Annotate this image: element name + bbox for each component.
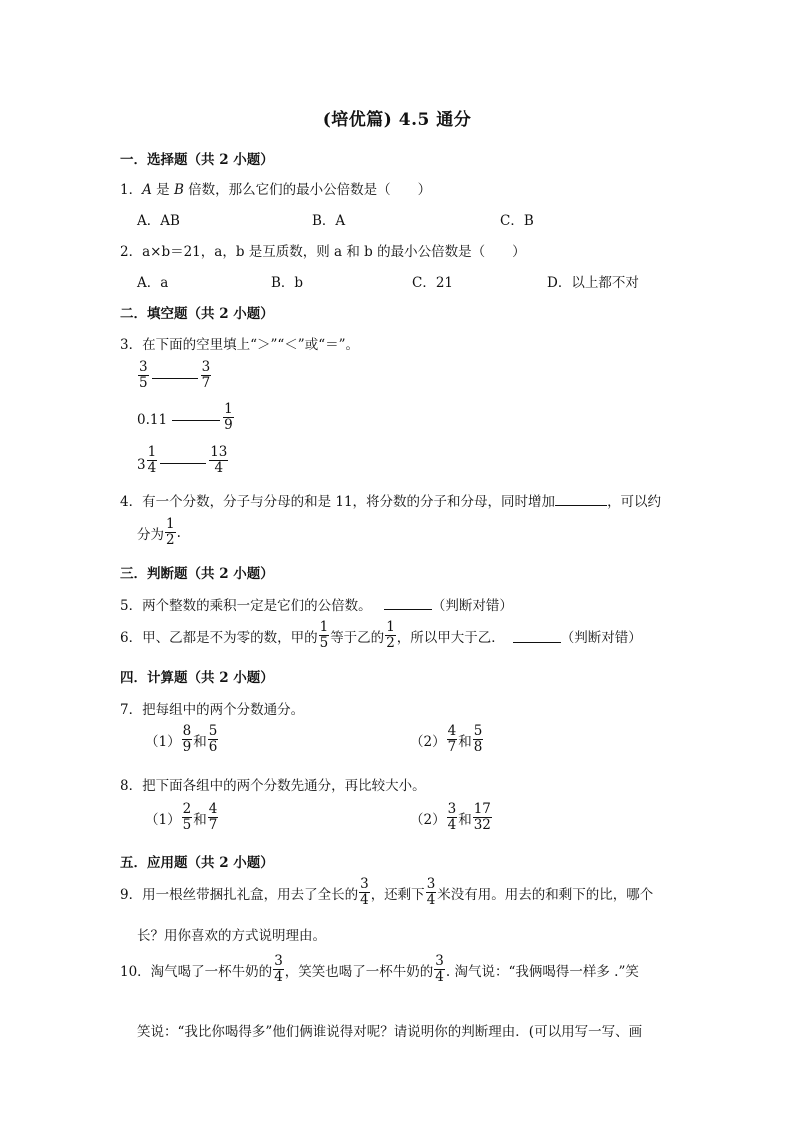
fraction: $\frac{8}{9}$: [182, 723, 192, 755]
section-heading-choice: 一．选择题（共 2 小题）: [120, 152, 274, 168]
question-10-line-1: 10．淘气喝了一杯牛奶的 $\frac{3}{4}$ ，笑笑也喝了一杯牛奶的 $\frac{3}{4}$ . 淘气说：“我俩喝得一样多 .”笑: [120, 953, 639, 985]
q2-option-c[interactable]: C．21: [412, 275, 454, 291]
fraction: $\frac{1}{4}$: [147, 444, 157, 476]
section-heading-fill: 二．填空题（共 2 小题）: [120, 306, 274, 322]
fraction: $\frac{17}{32}$: [473, 801, 491, 833]
question-9-line-1: 9．用一根丝带捆扎礼盒，用去了全长的 $\frac{3}{4}$ ，还剩下 $\frac{3}{4}$ 米没有用。用去的和剩下的比，哪个: [120, 876, 654, 908]
question-1: 1．A 是 B 倍数，那么它们的最小公倍数是（ ）: [120, 182, 432, 198]
q7-group-2: （2） $\frac{4}{7}$ 和 $\frac{5}{8}$: [410, 723, 483, 755]
fraction: $\frac{3}{4}$: [360, 876, 369, 908]
q8-group-1: （1） $\frac{2}{5}$ 和 $\frac{4}{7}$: [145, 801, 218, 833]
fraction: $\frac{3}{4}$: [274, 953, 283, 985]
question-8: 8．把下面各组中的两个分数先通分，再比较大小。: [120, 778, 426, 794]
question-9-line-2: 长？用你喜欢的方式说明理由。: [137, 928, 326, 944]
fraction: $\frac{4}{7}$: [208, 801, 218, 833]
answer-blank[interactable]: [513, 641, 561, 643]
q2-option-d[interactable]: D．以上都不对: [547, 275, 639, 291]
fraction: $\frac{2}{5}$: [182, 801, 192, 833]
question-4-line-2: 分为 $\frac{1}{2}$ .: [137, 516, 181, 548]
fraction: $\frac{1}{2}$: [386, 619, 395, 651]
section-heading-judge: 三．判断题（共 2 小题）: [120, 566, 274, 582]
section-heading-apply: 五．应用题（共 2 小题）: [120, 855, 274, 871]
q1-option-c[interactable]: C．B: [500, 213, 534, 229]
fraction: $\frac{3}{7}$: [201, 359, 211, 391]
question-3: 3．在下面的空里填上“＞”“＜”或“＝”。: [120, 337, 359, 353]
answer-blank[interactable]: [384, 608, 432, 610]
q7-group-1: （1） $\frac{8}{9}$ 和 $\frac{5}{6}$: [145, 723, 218, 755]
q1-option-b[interactable]: B．A: [312, 213, 346, 229]
fraction: $\frac{5}{6}$: [208, 723, 218, 755]
q8-group-2: （2） $\frac{3}{4}$ 和 $\frac{17}{32}$: [410, 801, 491, 833]
question-5: 5．两个整数的乘积一定是它们的公倍数。 （判断对错）: [120, 598, 513, 614]
fraction: $\frac{3}{4}$: [435, 953, 444, 985]
question-10-line-2: 笑说：“我比你喝得多”他们俩谁说得对呢？请说明你的判断理由．(可以用写一写、画: [137, 1024, 643, 1040]
q3-compare-row-2: 0.11 $\frac{1}{9}$: [137, 401, 233, 433]
section-heading-calc: 四．计算题（共 2 小题）: [120, 670, 274, 686]
answer-blank[interactable]: [160, 462, 206, 464]
fraction: $\frac{5}{8}$: [473, 723, 483, 755]
q2-option-a[interactable]: A．a: [137, 275, 169, 291]
fraction: $\frac{3}{4}$: [447, 801, 457, 833]
fraction: $\frac{1}{9}$: [224, 401, 233, 433]
q3-compare-row-1: [137, 360, 212, 391]
answer-blank[interactable]: [555, 504, 607, 506]
q3-compare-row-3: 3 $\frac{1}{4}$ $\frac{13}{4}$: [137, 444, 228, 476]
answer-blank[interactable]: [152, 377, 198, 379]
question-6: 6．甲、乙都是不为零的数，甲的 $\frac{1}{5}$ 等于乙的 $\frac{1}{2}$ ，所以甲大于乙． （判断对错）: [120, 619, 642, 651]
fraction: $\frac{1}{5}$: [319, 619, 329, 651]
q2-option-b[interactable]: B．b: [271, 275, 304, 291]
fraction: $\frac{4}{7}$: [447, 723, 457, 755]
fraction: $\frac{1}{2}$: [166, 516, 175, 548]
fraction: $\frac{13}{4}$: [210, 444, 228, 476]
answer-blank[interactable]: [172, 419, 220, 421]
fraction: $\frac{3}{4}$: [426, 876, 436, 908]
q1-option-a[interactable]: A．AB: [137, 213, 180, 229]
question-4-line-1: 4．有一个分数，分子与分母的和是 11，将分数的分子和分母，同时增加 ，可以约: [120, 494, 662, 510]
question-7: 7．把每组中的两个分数通分。: [120, 702, 305, 718]
page-title: (培优篇) 4.5 通分: [322, 110, 472, 130]
fraction: $\frac{3}{5}$: [139, 359, 148, 391]
question-2: 2．a×b＝21，a，b 是互质数，则 a 和 b 的最小公倍数是（ ）: [120, 244, 526, 260]
